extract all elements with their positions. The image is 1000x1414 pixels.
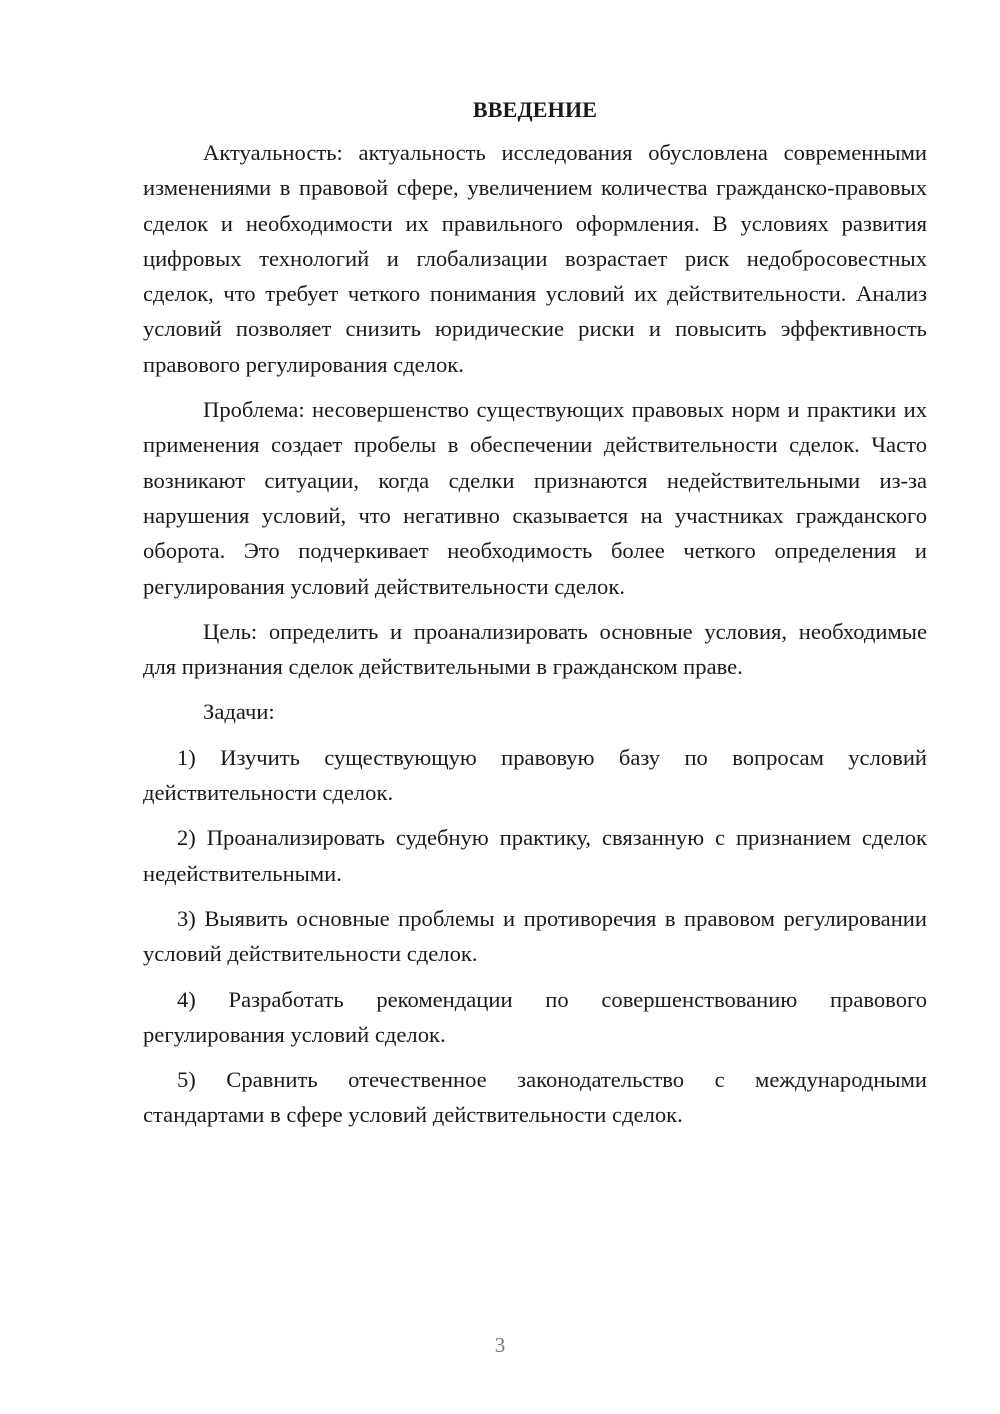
problem-paragraph: Проблема: несовершенство существующих правовых норм и практики их применения создает пробелы в обеспечении действительности сделок. Часто возникают ситуации, когда сделки признаются недействительными из-за нарушения условий, что негативно сказывается на участниках гражданского оборота. Это подчеркивает необходимость более четкого определения и регулирования условий действительности сделок. [143, 397, 927, 599]
goal-paragraph: Цель: определить и проанализировать основные условия, необходимые для признания сделок действительными в гражданском праве. [143, 618, 927, 680]
document-page [143, 92, 927, 1143]
tasks-list [143, 740, 927, 1133]
list-item: 2) Проанализировать судебную практику, связанную с признанием сделок недействительными. [143, 825, 927, 886]
tasks-label: Задачи: [203, 699, 275, 725]
relevance-paragraph: Актуальность: актуальность исследования обусловлена современными изменениями в правовой сфере, увеличением количества гражданско-правовых сделок и необходимости их правильного оформления. В условиях развития цифровых технологий и глобализации возрастает риск недобросовестных сделок, что требует четкого понимания условий их действительности. Анализ условий позволяет снизить юридические риски и повысить эффективность правового регулирования сделок. [143, 140, 927, 377]
list-item: 3) Выявить основные проблемы и противоречия в правовом регулировании условий действительности сделок. [143, 905, 927, 967]
page-number: 3 [494, 1333, 506, 1357]
list-item: 4) Разработать рекомендации по совершенствованию правового регулирования условий сделок. [143, 986, 927, 1047]
page-title: ВВЕДЕНИЕ [472, 97, 598, 122]
list-item: 5) Сравнить отечественное законодательство с международными стандартами в сфере условий действительности сделок. [143, 1067, 927, 1128]
list-item: 1) Изучить существующую правовую базу по вопросам условий действительности сделок. [143, 744, 927, 806]
